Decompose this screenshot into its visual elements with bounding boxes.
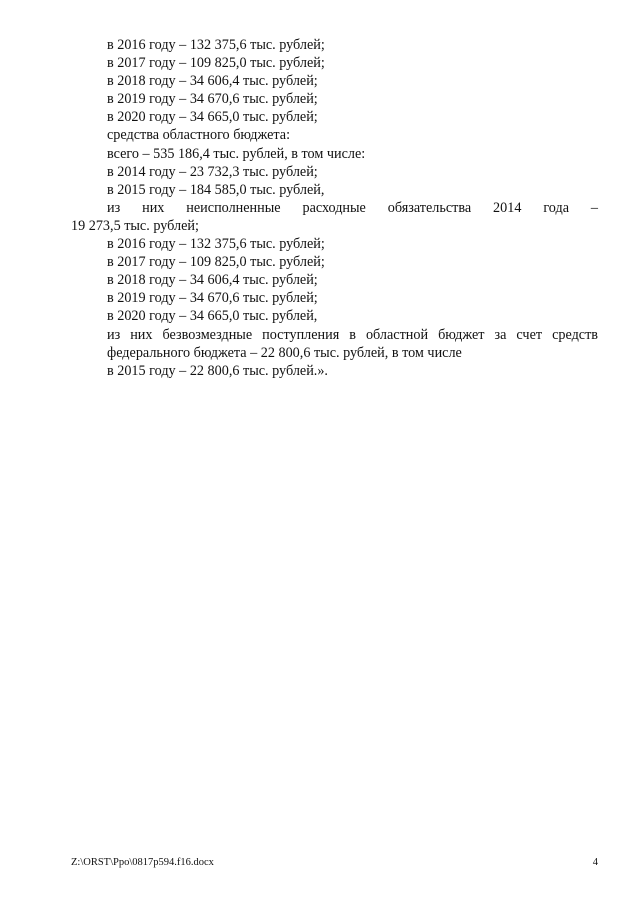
text-line: всего – 535 186,4 тыс. рублей, в том числе: xyxy=(107,145,366,162)
document-body xyxy=(71,36,598,380)
text-line: из них безвозмездные поступления в областной бюджет за счет средств xyxy=(107,326,598,343)
text-line: в 2018 году – 34 606,4 тыс. рублей; xyxy=(107,272,318,289)
page-number: 4 xyxy=(592,857,598,868)
text-line: в 2017 году – 109 825,0 тыс. рублей; xyxy=(107,55,325,72)
text-line: в 2020 году – 34 665,0 тыс. рублей; xyxy=(107,109,318,126)
text-line: в 2015 году – 22 800,6 тыс. рублей.». xyxy=(107,362,328,379)
footer-file-path: Z:\ORST\Ppo\0817p594.f16.docx xyxy=(71,857,214,868)
text-line: в 2019 году – 34 670,6 тыс. рублей; xyxy=(107,290,318,307)
text-line: в 2020 году – 34 665,0 тыс. рублей, xyxy=(107,308,318,325)
text-line: средства областного бюджета: xyxy=(107,127,291,144)
text-line: в 2016 году – 132 375,6 тыс. рублей; xyxy=(107,37,325,53)
text-line: в 2017 году – 109 825,0 тыс. рублей; xyxy=(107,254,325,271)
text-line: из них неисполненные расходные обязательства 2014 года – xyxy=(107,199,598,216)
text-line: в 2015 году – 184 585,0 тыс. рублей, xyxy=(107,181,325,198)
text-line: в 2014 году – 23 732,3 тыс. рублей; xyxy=(107,163,318,180)
text-line: 19 273,5 тыс. рублей; xyxy=(71,217,199,234)
text-line: федерального бюджета – 22 800,6 тыс. рублей, в том числе xyxy=(107,344,462,361)
text-line: в 2019 году – 34 670,6 тыс. рублей; xyxy=(107,91,318,108)
text-line: в 2016 году – 132 375,6 тыс. рублей; xyxy=(107,236,325,253)
text-line: в 2018 году – 34 606,4 тыс. рублей; xyxy=(107,73,318,90)
